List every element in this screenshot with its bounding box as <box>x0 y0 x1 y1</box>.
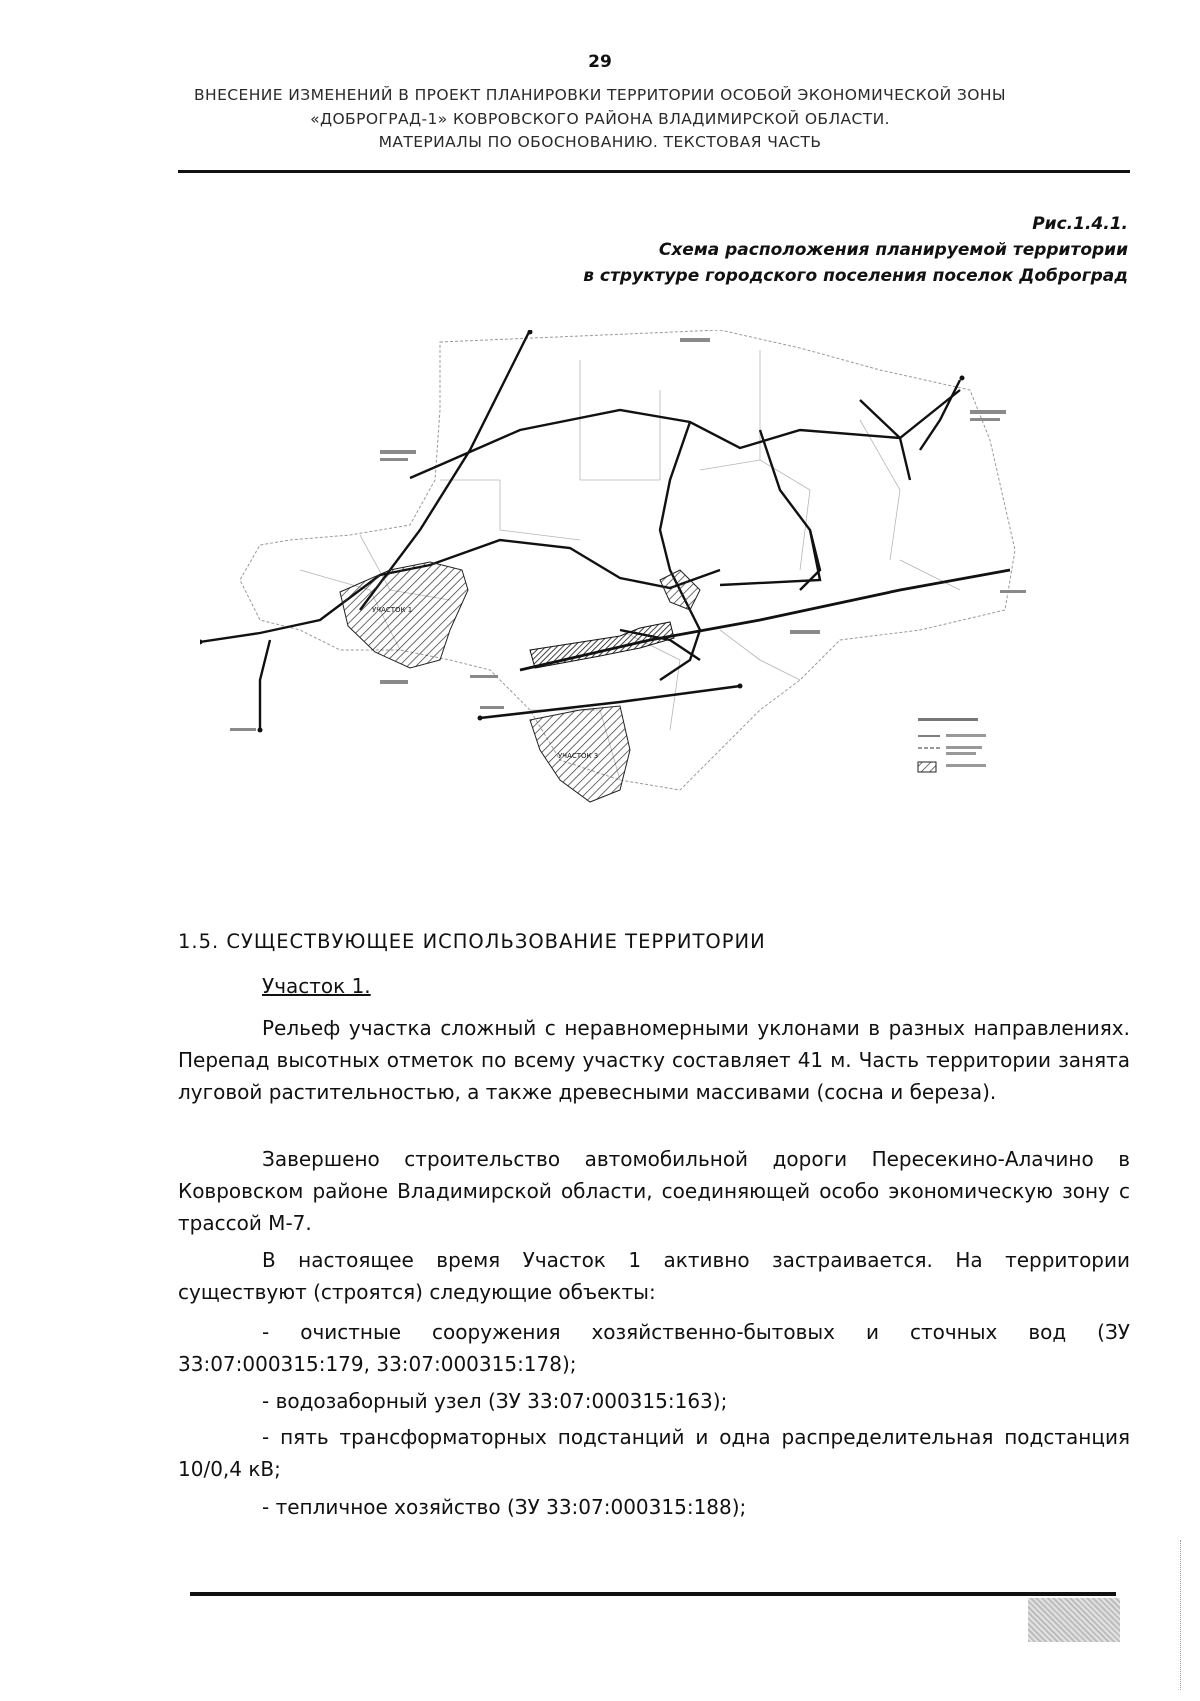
site-3-label: УЧАСТОК 3 <box>558 752 599 760</box>
site-2-area <box>530 622 674 668</box>
stamp-image <box>1028 1598 1120 1642</box>
paragraph-construction: В настоящее время Участок 1 активно застраивается. На территории существуют (строятся) следующие объекты: <box>178 1248 1130 1304</box>
territory-boundary <box>240 330 1015 790</box>
map-markers <box>200 330 965 733</box>
document-header-line-1: ВНЕСЕНИЕ ИЗМЕНЕНИЙ В ПРОЕКТ ПЛАНИРОВКИ ТЕРРИТОРИИ ОСОБОЙ ЭКОНОМИЧЕСКОЙ ЗОНЫ <box>194 86 1006 104</box>
margin-mark <box>1180 1540 1181 1690</box>
map-annotations <box>230 338 1026 731</box>
site-2-north <box>660 570 700 610</box>
parcel-boundaries <box>300 350 960 780</box>
figure-number: Рис.1.4.1. <box>1032 214 1128 234</box>
section-heading: 1.5. СУЩЕСТВУЮЩЕЕ ИСПОЛЬЗОВАНИЕ ТЕРРИТОРИИ <box>178 930 766 953</box>
section-subheading: Участок 1. <box>262 974 371 998</box>
header-rule <box>178 170 1130 173</box>
paragraph-road: Завершено строительство автомобильной дороги Пересекино-Алачино в Ковровском районе Владимирской области, соединяющей особо экономическую зону с трассой М-7. <box>178 1147 1130 1235</box>
list-item: - водозаборный узел (ЗУ 33:07:000315:163); <box>262 1389 728 1413</box>
planning-map <box>200 330 1120 900</box>
footer-rule <box>190 1592 1116 1596</box>
document-header-line-3: МАТЕРИАЛЫ ПО ОБОСНОВАНИЮ. ТЕКСТОВАЯ ЧАСТЬ <box>378 133 822 151</box>
paragraph-relief: Рельеф участка сложный с неравномерными уклонами в разных направлениях. Перепад высотных отметок по всему участку составляет 41 м. Часть территории занята луговой растительностью, а также древесными массивами (сосна и береза). <box>178 1016 1130 1104</box>
list-item: - очистные сооружения хозяйственно-бытовых и сточных вод (ЗУ 33:07:000315:179, 33:07:000315:178); <box>178 1320 1130 1376</box>
figure-title-line-1: Схема расположения планируемой территории <box>658 240 1128 260</box>
site-1-label: УЧАСТОК 1 <box>372 606 413 614</box>
list-item: - тепличное хозяйство (ЗУ 33:07:000315:188); <box>262 1495 747 1519</box>
figure-title-line-2: в структуре городского поселения поселок Доброград <box>583 266 1128 286</box>
page-number: 29 <box>588 52 612 72</box>
document-header-line-2: «ДОБРОГРАД-1» КОВРОВСКОГО РАЙОНА ВЛАДИМИРСКОЙ ОБЛАСТИ. <box>310 110 890 128</box>
map-legend <box>918 718 986 772</box>
list-item: - пять трансформаторных подстанций и одна распределительная подстанция 10/0,4 кВ; <box>178 1425 1130 1481</box>
site-1-area <box>340 562 468 668</box>
